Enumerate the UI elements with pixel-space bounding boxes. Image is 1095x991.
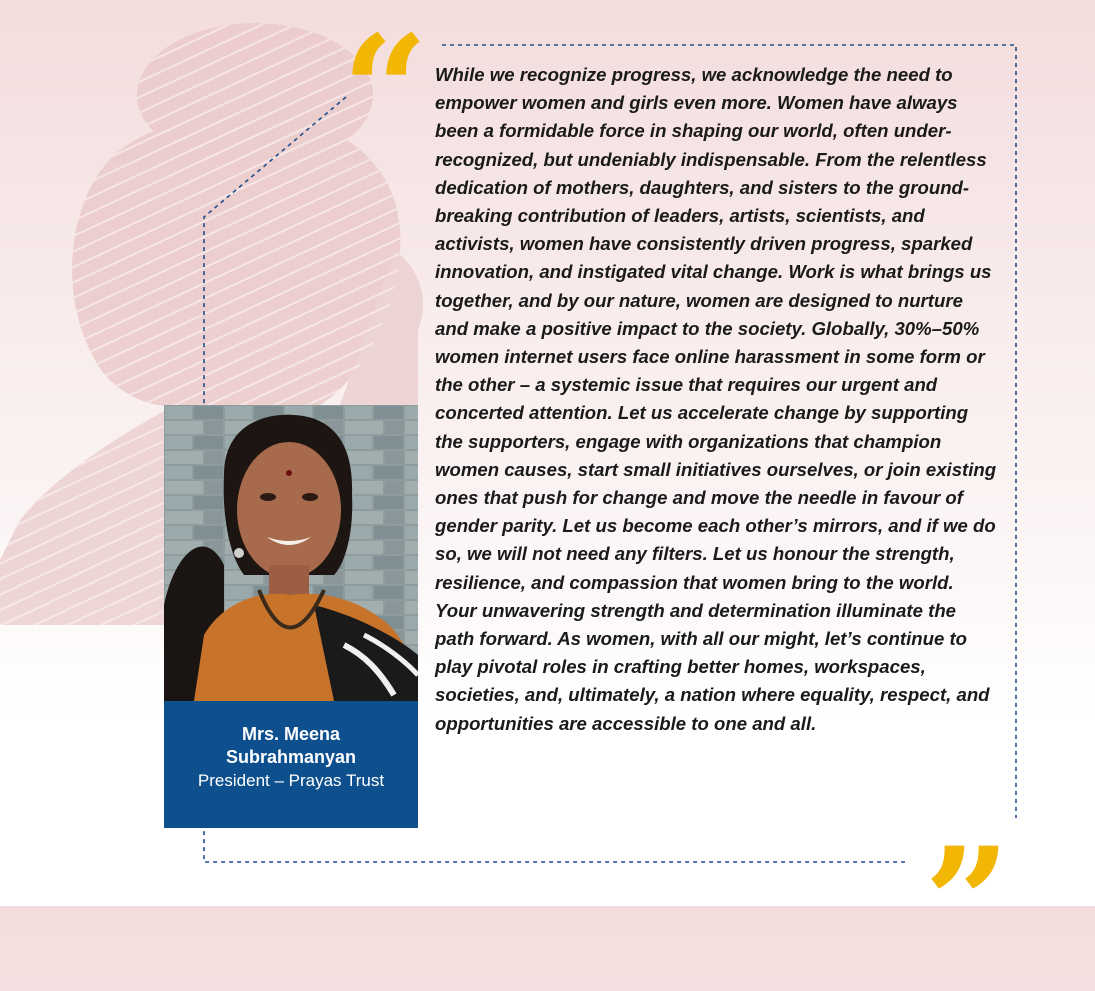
person-name: Mrs. Meena Subrahmanyan [225, 724, 357, 767]
person-caption [164, 701, 418, 828]
close-quote-mark: ” [924, 815, 1011, 991]
quote-text: While we recognize progress, we acknowledge the need to empower women and girls even more. Women have always been a formidable force in shaping our world, often under-recognized, but undeniably indispensable. From the relentless dedication of mothers, daughters, and sisters to the ground-breaking contribution of leaders, artists, scientists, and activists, women have consistently driven progress, sparked innovation, and instigated vital change. Work is what brings us together, and by our nature, women are designed to nurture and make a positive impact to the society. Globally, 30%–50% women internet users face online harassment in some form or the other – a systemic issue that requires our urgent and concerted attention. Let us accelerate change by supporting the supporters, engage with organizations that champion women causes, start small initiatives ourselves, or join existing ones that push for change and move the needle in favour of gender parity. Let us become each other’s mirrors, and if we do so, we will not need any filters. Let us honour the strength, resilience, and compassion that women bring to the world. Your unwavering strength and determination illuminate the path forward. As women, with all our might, let’s continue to play pivotal roles in crafting better homes, workspaces, societies, and, ultimately, a nation where equality, respect, and opportunities are accessible to one and all. [435, 64, 997, 734]
portrait-photo [164, 405, 418, 701]
person-title: President – Prayas Trust [197, 771, 385, 790]
open-quote-mark: “ [342, 3, 429, 179]
